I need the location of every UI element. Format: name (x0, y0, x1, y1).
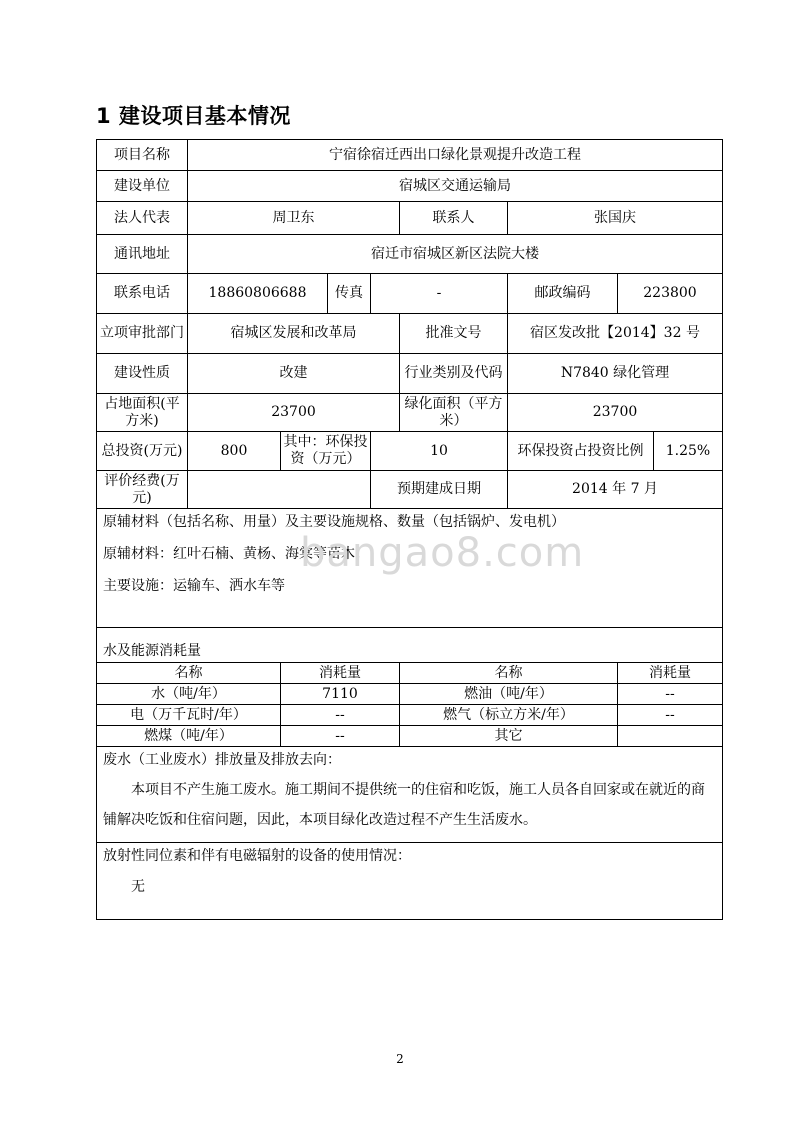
legal-rep-label: 法人代表 (97, 202, 188, 235)
energy-cell-other-amount (618, 726, 723, 747)
eval-fee-label: 评价经费(万元) (97, 471, 188, 509)
project-name-value: 宁宿徐宿迁西出口绿化景观提升改造工程 (188, 140, 723, 171)
energy-header-amount-1: 消耗量 (281, 663, 400, 684)
energy-header-name-2: 名称 (400, 663, 618, 684)
energy-cell-electricity-amount: -- (281, 705, 400, 726)
energy-cell-electricity: 电（万千瓦时/年） (97, 705, 281, 726)
ratio-label: 环保投资占投资比例 (508, 432, 654, 471)
nature-value: 改建 (188, 354, 400, 394)
row-radiation (97, 843, 723, 920)
postcode-label: 邮政编码 (508, 274, 618, 314)
fax-value: - (371, 274, 508, 314)
row-phone (97, 274, 723, 314)
energy-cell-gas: 燃气（标立方米/年） (400, 705, 618, 726)
address-value: 宿迁市宿城区新区法院大楼 (188, 235, 723, 274)
approval-dept-label: 立项审批部门 (97, 314, 188, 354)
materials-line-1: 原辅材料：红叶石楠、黄杨、海棠等苗木； (103, 546, 369, 562)
energy-cell-water-amount: 7110 (281, 684, 400, 705)
energy-row-coal (97, 726, 723, 747)
fax-label: 传真 (328, 274, 371, 314)
radiation-title: 放射性同位素和伴有电磁辐射的设备的使用情况： (103, 848, 411, 864)
row-area (97, 394, 723, 432)
row-energy-title (97, 628, 723, 663)
energy-row-water (97, 684, 723, 705)
energy-cell-gas-amount: -- (618, 705, 723, 726)
ratio-value: 1.25% (654, 432, 723, 471)
eval-fee-value (188, 471, 371, 509)
project-info-table (96, 139, 723, 920)
date-value: 2014 年 7 月 (508, 471, 723, 509)
phone-label: 联系电话 (97, 274, 188, 314)
energy-row-electricity (97, 705, 723, 726)
row-unit (97, 171, 723, 202)
contact-value: 张国庆 (508, 202, 723, 235)
row-address (97, 235, 723, 274)
project-name-label: 项目名称 (97, 140, 188, 171)
energy-title: 水及能源消耗量 (97, 628, 723, 663)
phone-value: 18860806688 (188, 274, 328, 314)
legal-rep-value: 周卫东 (188, 202, 400, 235)
industry-value: N7840 绿化管理 (508, 354, 723, 394)
row-project-name (97, 140, 723, 171)
wastewater-title: 废水（工业废水）排放量及排放去向： (103, 752, 341, 768)
row-investment (97, 432, 723, 471)
address-label: 通讯地址 (97, 235, 188, 274)
radiation-block (97, 843, 723, 920)
wastewater-text: 本项目不产生施工废水。施工期间不提供统一的住宿和吃饭，施工人员各自回家或在就近的商铺解决吃饭和住宿问题，因此，本项目绿化改造过程不产生生活废水。 (103, 782, 705, 828)
env-invest-label: 其中：环保投资（万元） (281, 432, 371, 471)
energy-cell-fuel-amount: -- (618, 684, 723, 705)
green-area-label: 绿化面积（平方米） (400, 394, 508, 432)
date-label: 预期建成日期 (371, 471, 508, 509)
area-label: 占地面积(平方米) (97, 394, 188, 432)
green-area-value: 23700 (508, 394, 723, 432)
radiation-text: 无 (131, 879, 145, 895)
energy-header-amount-2: 消耗量 (618, 663, 723, 684)
row-legal-rep (97, 202, 723, 235)
row-materials (97, 509, 723, 628)
energy-cell-other: 其它 (400, 726, 618, 747)
industry-label: 行业类别及代码 (400, 354, 508, 394)
unit-label: 建设单位 (97, 171, 188, 202)
invest-label: 总投资(万元) (97, 432, 188, 471)
row-nature (97, 354, 723, 394)
materials-line-2: 主要设施：运输车、洒水车等 (103, 578, 285, 594)
postcode-value: 223800 (618, 274, 723, 314)
energy-cell-coal: 燃煤（吨/年） (97, 726, 281, 747)
energy-cell-coal-amount: -- (281, 726, 400, 747)
nature-label: 建设性质 (97, 354, 188, 394)
page-title: 1 建设项目基本情况 (96, 104, 291, 128)
materials-title: 原辅材料（包括名称、用量）及主要设施规格、数量（包括锅炉、发电机） (103, 514, 565, 530)
approval-no-value: 宿区发改批【2014】32 号 (508, 314, 723, 354)
contact-label: 联系人 (400, 202, 508, 235)
materials-block (97, 509, 723, 628)
row-eval (97, 471, 723, 509)
page-number: 2 (396, 1052, 404, 1066)
approval-no-label: 批准文号 (400, 314, 508, 354)
energy-cell-fuel: 燃油（吨/年） (400, 684, 618, 705)
row-wastewater (97, 747, 723, 843)
energy-header-name-1: 名称 (97, 663, 281, 684)
approval-dept-value: 宿城区发展和改革局 (188, 314, 400, 354)
env-invest-value: 10 (371, 432, 508, 471)
row-approval (97, 314, 723, 354)
unit-value: 宿城区交通运输局 (188, 171, 723, 202)
area-value: 23700 (188, 394, 400, 432)
invest-value: 800 (188, 432, 281, 471)
energy-cell-water: 水（吨/年） (97, 684, 281, 705)
wastewater-block (97, 747, 723, 843)
energy-header-row (97, 663, 723, 684)
watermark: bangao8.com (300, 530, 585, 576)
